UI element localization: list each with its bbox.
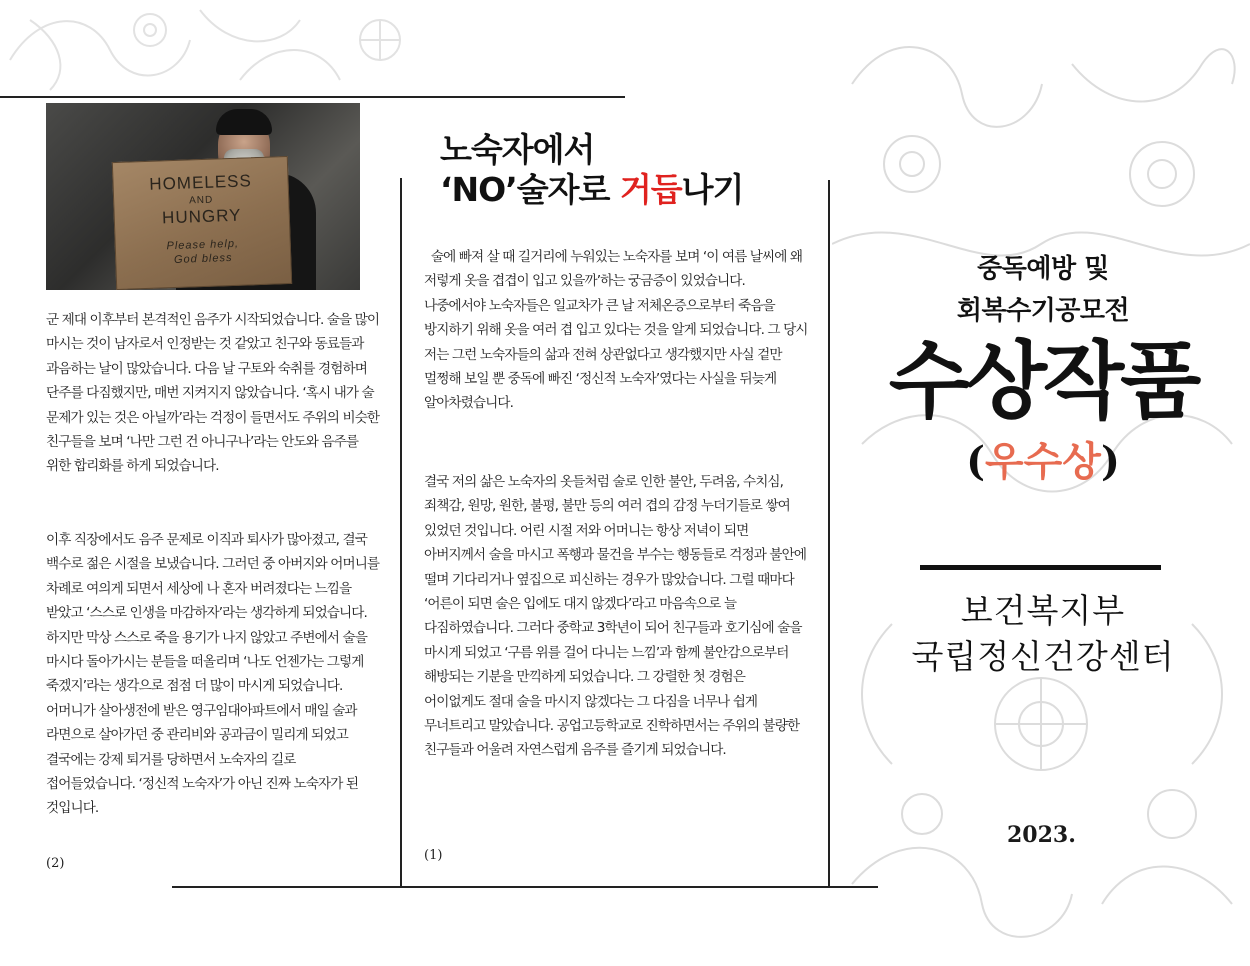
bottom-horizontal-rule xyxy=(172,886,878,888)
cover-year: 2023. xyxy=(1007,822,1076,848)
title-accent-word: 거듭 xyxy=(619,170,682,209)
title-line-1: 노숙자에서 xyxy=(440,130,595,169)
column-divider-right xyxy=(828,180,830,888)
sign-text-line: AND xyxy=(188,194,214,207)
title-line-2 xyxy=(440,170,743,210)
title-line-2-suffix: 나기 xyxy=(681,170,744,209)
cover-thick-rule xyxy=(920,565,1161,570)
org-line-1: 보건복지부 xyxy=(960,591,1126,630)
contest-subtitle xyxy=(836,248,1250,332)
middle-column-paragraph: 술에 빠져 살 때 길거리에 누워있는 노숙자를 보며 ‘이 여름 날씨에 왜 저렇게 옷을 겹겹이 입고 있을까’하는 궁금증이 있었습니다. 나중에서야 노숙자들은 일교차가 큰 날 저체온증으로부터 죽음을 방지하기 위해 옷을 여러 겹 입고 있다는 것을 알게 되었습니다. 그 당시 저는 그런 노숙자들의 삶과 전혀 상관없다고 생각했지만 사실 겉만 멀쩡해 보일 뿐 중독에 빠진 ‘정신적 노숙자’였다는 사실을 뒤늦게 알아차렸습니다. xyxy=(424,249,811,412)
top-horizontal-rule xyxy=(0,96,625,98)
article-title xyxy=(440,130,743,210)
sign-text-line: HUNGRY xyxy=(161,205,242,228)
middle-column-paragraph: 결국 저의 삶은 노숙자의 옷들처럼 술로 인한 불안, 두려움, 수치심, 죄책감, 원망, 원한, 불평, 불만 등의 여러 겹의 감정 누더기들로 쌓여 있었던 것입니다. 어린 시절 저와 어머니는 항상 저녁이 되면 아버지께서 술을 마시고 폭행과 물건을 부수는 행동들로 걱정과 불안에 떨며 기다리거나 옆집으로 피신하는 경우가 많았습니다. 그럴 때마다 ‘어른이 되면 술은 입에도 대지 않겠다’라고 마음속으로 늘 다짐하였습니다. 그러다 중학교 3학년이 되어 친구들과 호기심에 술을 마시게 되었고 ‘구름 위를 걸어 다니는 느낌’과 함께 불안감으로부터 해방되는 기분을 만끽하게 되었습니다. 그 강렬한 첫 경험은 어이없게도 절대 술을 마시지 않겠다는 그 다짐을 너무나 쉽게 무너트리고 말았습니다. 공업고등학교로 진학하면서는 주위의 불량한 친구들과 어울려 자연스럽게 음주를 즐기게 되었습니다. xyxy=(424,474,807,759)
sign-text-line: God bless xyxy=(173,251,233,266)
org-line-2: 국립정신건강센터 xyxy=(911,637,1175,676)
left-column-paragraph: 이후 직장에서도 음주 문제로 이직과 퇴사가 많아졌고, 결국 백수로 젊은 시절을 보냈습니다. 그러던 중 아버지와 어머니를 차례로 여의게 되면서 세상에 나 혼자 버려졌다는 느낌을 받았고 ‘스스로 인생을 마감하자’라는 생각하게 되었습니다. 하지만 막상 스스로 죽을 용기가 나지 않았고 주변에서 술을 마시다 돌아가시는 분들을 떠올리며 ‘나도 언젠가는 그렇게 죽겠지’라는 생각으로 점점 더 많이 마시게 되었습니다. 어머니가 살아생전에 받은 영구임대아파트에서 매일 술과 라면으로 살아가던 중 관리비와 공과금이 밀리게 되었고 결국에는 강제 퇴거를 당하면서 노숙자의 길로 접어들었습니다. ‘정신적 노숙자’가 아닌 진짜 노숙자가 된 것입니다. xyxy=(46,532,380,817)
photo-beanie xyxy=(216,109,272,135)
cardboard-sign xyxy=(112,156,292,290)
sign-text-line: HOMELESS xyxy=(149,171,253,194)
homeless-man-photo xyxy=(46,103,360,290)
award-paren-open: ( xyxy=(966,438,986,485)
award-label xyxy=(836,440,1250,484)
title-line-2-prefix: ‘NO’술자로 xyxy=(440,170,620,209)
left-column-paragraph: 군 제대 이후부터 본격적인 음주가 시작되었습니다. 술을 많이 마시는 것이 남자로서 인정받는 것 같았고 친구와 동료들과 과음하는 날이 많았습니다. 다음 날 구토와 숙취를 경험하며 단주를 다짐했지만, 매번 지켜지지 않았습니다. ‘혹시 내가 술 문제가 있는 것은 아닐까’라는 걱정이 들면서도 주위의 비슷한 친구들을 보며 ‘나만 그런 건 아니구나’라는 안도와 음주를 위한 합리화를 하게 되었습니다. xyxy=(46,312,380,475)
cover-main-title: 수상작품 xyxy=(888,331,1198,430)
subtitle-line-2: 회복수기공모전 xyxy=(956,296,1130,326)
page-number-middle: (1) xyxy=(424,848,443,863)
award-paren-close: ) xyxy=(1100,438,1120,485)
page-number-left: (2) xyxy=(46,856,65,871)
sign-text-line: Please help, xyxy=(166,237,240,253)
subtitle-line-1: 중독예방 및 xyxy=(977,254,1109,284)
organization-name xyxy=(836,588,1250,680)
column-divider-left xyxy=(400,178,402,886)
decorative-floral-pattern-left xyxy=(0,0,420,96)
award-name: 우수상 xyxy=(985,438,1101,485)
